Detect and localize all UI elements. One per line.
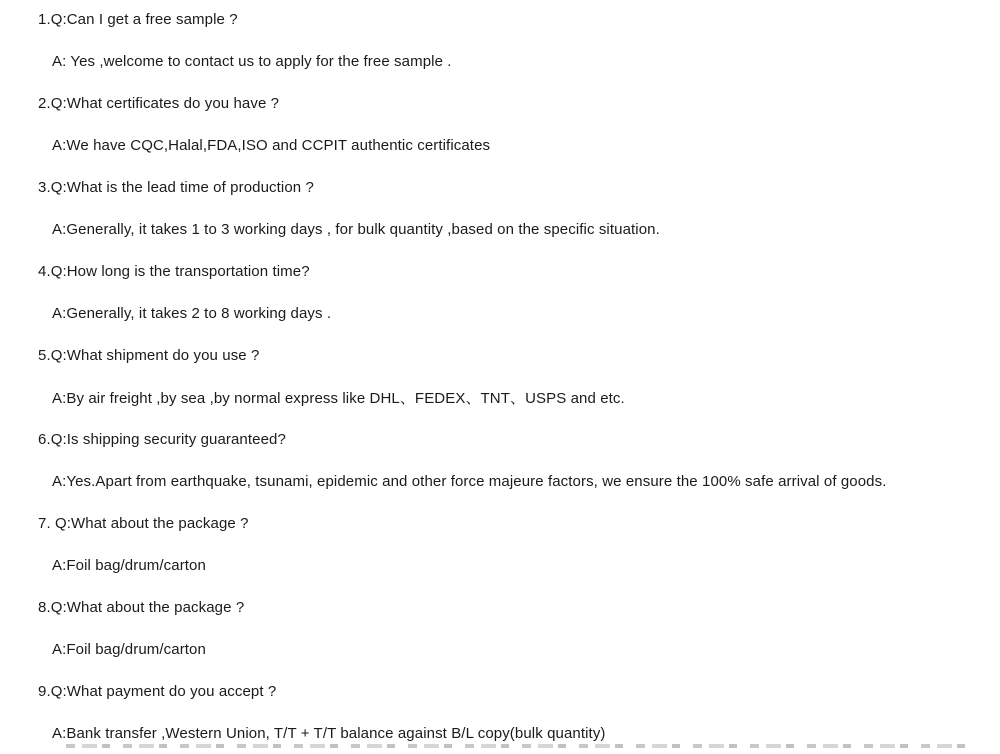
faq-question: 6.Q:Is shipping security guaranteed? — [38, 430, 286, 448]
faq-question: 2.Q:What certificates do you have ? — [38, 94, 280, 112]
faq-answer: A: Yes ,welcome to contact us to apply for the free sample . — [52, 52, 452, 70]
faq-question: 3.Q:What is the lead time of production ? — [38, 178, 314, 196]
faq-answer: A:Generally, it takes 2 to 8 working days . — [52, 304, 332, 322]
faq-answer: A:Generally, it takes 1 to 3 working days , for bulk quantity ,based on the specific situation. — [52, 220, 660, 238]
faq-question: 5.Q:What shipment do you use ? — [38, 346, 260, 364]
faq-answer: A:By air freight ,by sea ,by normal express like DHL、FEDEX、TNT、USPS and etc. — [52, 389, 625, 407]
faq-answer: A:Foil bag/drum/carton — [52, 556, 206, 574]
faq-question: 1.Q:Can I get a free sample ? — [38, 10, 238, 28]
faq-question: 7. Q:What about the package ? — [38, 514, 249, 532]
faq-answer: A:Yes.Apart from earthquake, tsunami, epidemic and other force majeure factors, we ensure the 100% safe arrival of goods. — [52, 472, 887, 490]
faq-question: 9.Q:What payment do you accept ? — [38, 682, 277, 700]
faq-question: 8.Q:What about the package ? — [38, 598, 245, 616]
faq-answer: A:Bank transfer ,Western Union, T/T + T/T balance against B/L copy(bulk quantity) — [52, 724, 606, 742]
faq-answer: A:Foil bag/drum/carton — [52, 640, 206, 658]
faq-question: 4.Q:How long is the transportation time? — [38, 262, 310, 280]
clipped-next-text-line — [66, 744, 972, 748]
faq-answer: A:We have CQC,Halal,FDA,ISO and CCPIT authentic certificates — [52, 136, 491, 154]
